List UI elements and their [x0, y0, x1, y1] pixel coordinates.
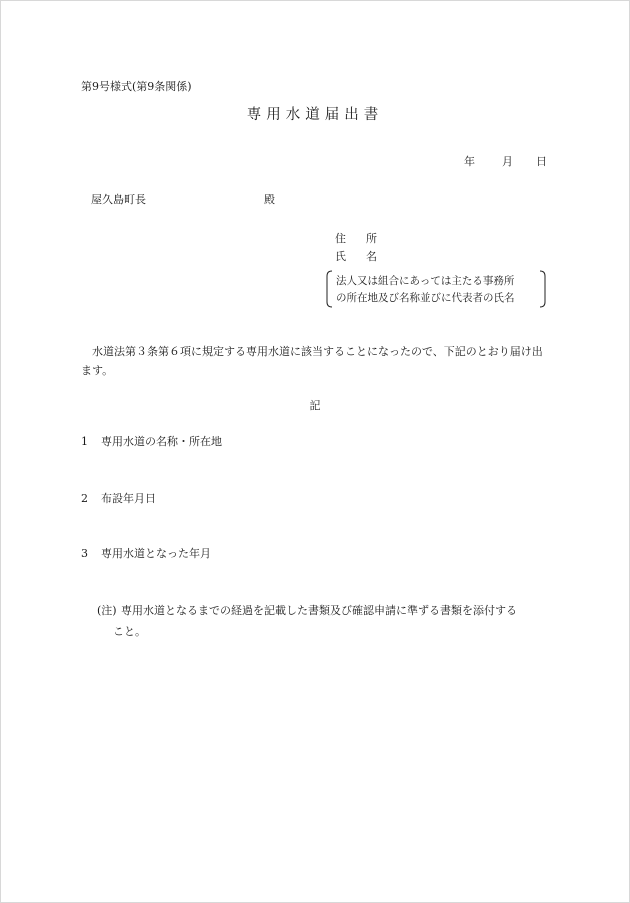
name-label-char-1: 氏: [335, 250, 346, 263]
item-number: 3: [81, 547, 88, 560]
footnote-label: (注): [97, 604, 117, 617]
item-label: 布設年月日: [101, 492, 156, 505]
document-title: 専用水道届出書: [246, 107, 384, 123]
footnote-line-2: こと。: [113, 625, 146, 638]
note-line-2: の所在地及び名称並びに代表者の氏名: [336, 292, 515, 304]
item-label: 専用水道となった年月: [101, 547, 211, 560]
body-paragraph: 水道法第３条第６項に規定する専用水道に該当することになったので、下記のとおり届け出ます。: [81, 345, 543, 377]
date-year: 年: [464, 155, 475, 168]
applicant-note-box: [324, 270, 548, 308]
item-label: 専用水道の名称・所在地: [101, 435, 222, 448]
address-label-char-2: 所: [366, 232, 377, 245]
item-number: 1: [81, 435, 88, 448]
list-item: [81, 492, 156, 506]
form-number: 第9号様式(第9条関係): [81, 80, 192, 93]
note-line-1: 法人又は組合にあっては主たる事務所: [336, 275, 515, 287]
name-label: [335, 250, 377, 264]
item-number: 2: [81, 492, 88, 505]
address-label-char-1: 住: [335, 232, 346, 245]
date-month: 月: [502, 155, 513, 168]
address-label: [335, 232, 377, 246]
date-day: 日: [536, 155, 547, 168]
name-label-char-2: 名: [366, 250, 377, 263]
ki-heading: 記: [309, 399, 321, 412]
list-item: [81, 435, 222, 449]
footnote: [97, 600, 557, 642]
honorific: 殿: [264, 193, 275, 206]
list-item: [81, 547, 211, 561]
footnote-line-1: 専用水道となるまでの経過を記載した書類及び確認申請に準ずる書類を添付する: [121, 604, 517, 617]
addressee: 屋久島町長: [91, 193, 146, 206]
